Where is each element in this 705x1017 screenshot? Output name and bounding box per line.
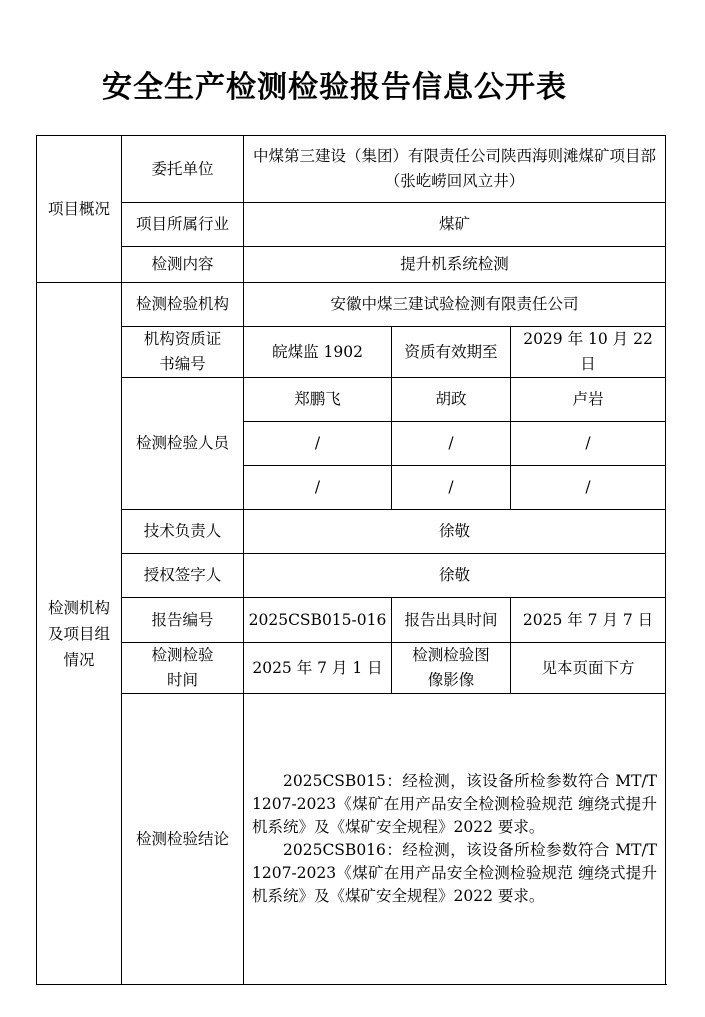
conclusion-paragraph: 2025CSB015：经检测，该设备所检参数符合 MT/T 1207-2023《煤矿在用产品安全检测检验规范 缠绕式提升机系统》及《煤矿安全规程》2022 要求。 (252, 772, 658, 836)
staff-cell: 胡政 (392, 378, 511, 422)
image-label: 检测检验图像影像 (392, 643, 511, 694)
staff-cell: / (511, 466, 666, 510)
tech-label: 技术负责人 (122, 510, 244, 554)
cert-label: 机构资质证书编号 (122, 327, 244, 378)
staff-cell: / (244, 422, 392, 466)
content-value: 提升机系统检测 (244, 247, 666, 283)
cert-value: 皖煤监 1902 (244, 327, 392, 378)
org-group-label: 检测机构及项目组情况 (37, 283, 122, 985)
valid-value: 2029 年 10 月 22 日 (511, 327, 666, 378)
client-label: 委托单位 (122, 136, 244, 203)
industry-value: 煤矿 (244, 203, 666, 247)
org-value: 安徽中煤三建试验检测有限责任公司 (244, 283, 666, 327)
tech-value: 徐敬 (244, 510, 666, 554)
sign-value: 徐敬 (244, 554, 666, 598)
content-label: 检测内容 (122, 247, 244, 283)
industry-label: 项目所属行业 (122, 203, 244, 247)
overview-group-label: 项目概况 (37, 136, 122, 283)
staff-cell: / (244, 466, 392, 510)
sign-label: 授权签字人 (122, 554, 244, 598)
report-no-label: 报告编号 (122, 598, 244, 643)
staff-cell: / (392, 422, 511, 466)
test-time-value: 2025 年 7 月 1 日 (244, 643, 392, 694)
image-value: 见本页面下方 (511, 643, 666, 694)
valid-label: 资质有效期至 (392, 327, 511, 378)
staff-cell: 卢岩 (511, 378, 666, 422)
staff-cell: / (392, 466, 511, 510)
conclusion-group-label: 检测检验结论 (122, 694, 244, 985)
staff-cell: 郑鹏飞 (244, 378, 392, 422)
issue-label: 报告出具时间 (392, 598, 511, 643)
staff-label: 检测检验人员 (122, 378, 244, 510)
info-table (36, 135, 666, 985)
test-time-label: 检测检验时间 (122, 643, 244, 694)
issue-value: 2025 年 7 月 7 日 (511, 598, 666, 643)
staff-cell: / (511, 422, 666, 466)
org-label: 检测检验机构 (122, 283, 244, 327)
report-no-value: 2025CSB015-016 (244, 598, 392, 643)
client-value: 中煤第三建设（集团）有限责任公司陕西海则滩煤矿项目部（张屹崂回风立井） (244, 136, 666, 203)
conclusion-text (244, 694, 666, 985)
conclusion-paragraph: 2025CSB016：经检测，该设备所检参数符合 MT/T 1207-2023《煤矿在用产品安全检测检验规范 缠绕式提升机系统》及《煤矿安全规程》2022 要求。 (252, 841, 658, 905)
